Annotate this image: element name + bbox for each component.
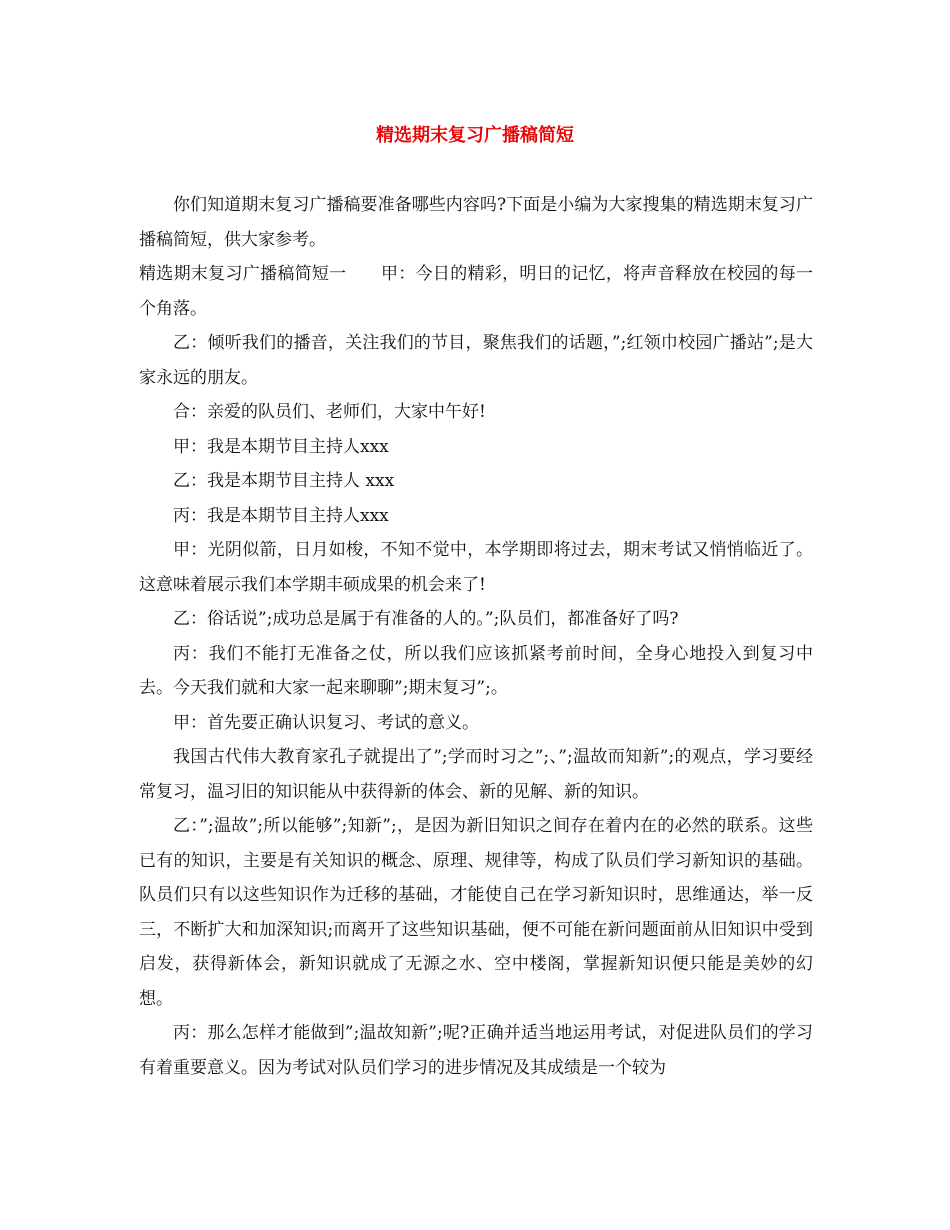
paragraph-4: 合：亲爱的队员们、老师们，大家中午好! xyxy=(173,402,486,422)
document-title: 精选期末复习广播稿简短 xyxy=(376,125,574,146)
paragraph-14: 丙：那么怎样才能做到”;温故知新”;呢?正确并适当地运用考试，对促进队员们的学习有着重要意义。因为考试对队员们学习的进步情况及其成绩是一个较为 xyxy=(139,1023,813,1078)
paragraph-1: 你们知道期末复习广播稿要准备哪些内容吗?下面是小编为大家搜集的精选期末复习广播稿简短，供大家参考。 xyxy=(139,195,813,250)
paragraph-3: 乙：倾听我们的播音，关注我们的节目，聚焦我们的话题，”;红领巾校园广播站”;是大家永远的朋友。 xyxy=(139,333,813,388)
paragraph-13: 乙：”;温故”;所以能够”;知新”;，是因为新旧知识之间存在着内在的必然的联系。这些已有的知识，主要是有关知识的概念、原理、规律等，构成了队员们学习新知识的基础。队员们只有以这些知识作为迁移的基础，才能使自己在学习新知识时，思维通达，举一反三，不断扩大和加深知识;而离开了这些知识基础，便不可能在新问题面前从旧知识中受到启发，获得新体会，新知识就成了无源之水、空中楼阁，掌握新知识便只能是美妙的幻想。 xyxy=(139,816,813,1009)
paragraph-11: 甲：首先要正确认识复习、考试的意义。 xyxy=(173,712,479,733)
document-body xyxy=(139,188,813,1085)
paragraph-6: 乙：我是本期节目主持人 xxx xyxy=(173,471,395,491)
paragraph-7: 丙：我是本期节目主持人xxx xyxy=(173,505,389,526)
paragraph-10: 丙：我们不能打无准备之仗，所以我们应该抓紧考前时间，全身心地投入到复习中去。今天我们就和大家一起来聊聊”;期末复习”;。 xyxy=(139,643,813,698)
paragraph-12: 我国古代伟大教育家孔子就提出了”;学而时习之”;、”;温故而知新”;的观点，学习要经常复习，温习旧的知识能从中获得新的体会、新的见解、新的知识。 xyxy=(139,747,813,802)
paragraph-8: 甲：光阴似箭，日月如梭，不知不觉中，本学期即将过去，期末考试又悄悄临近了。这意味着展示我们本学期丰硕成果的机会来了! xyxy=(139,540,813,595)
paragraph-2: 精选期末复习广播稿简短一 甲：今日的精彩，明日的记忆，将声音释放在校园的每一个角落。 xyxy=(139,264,813,319)
paragraph-9: 乙：俗话说”;成功总是属于有准备的人的。”;队员们，都准备好了吗? xyxy=(173,609,679,629)
paragraph-5: 甲：我是本期节目主持人xxx xyxy=(173,436,389,457)
